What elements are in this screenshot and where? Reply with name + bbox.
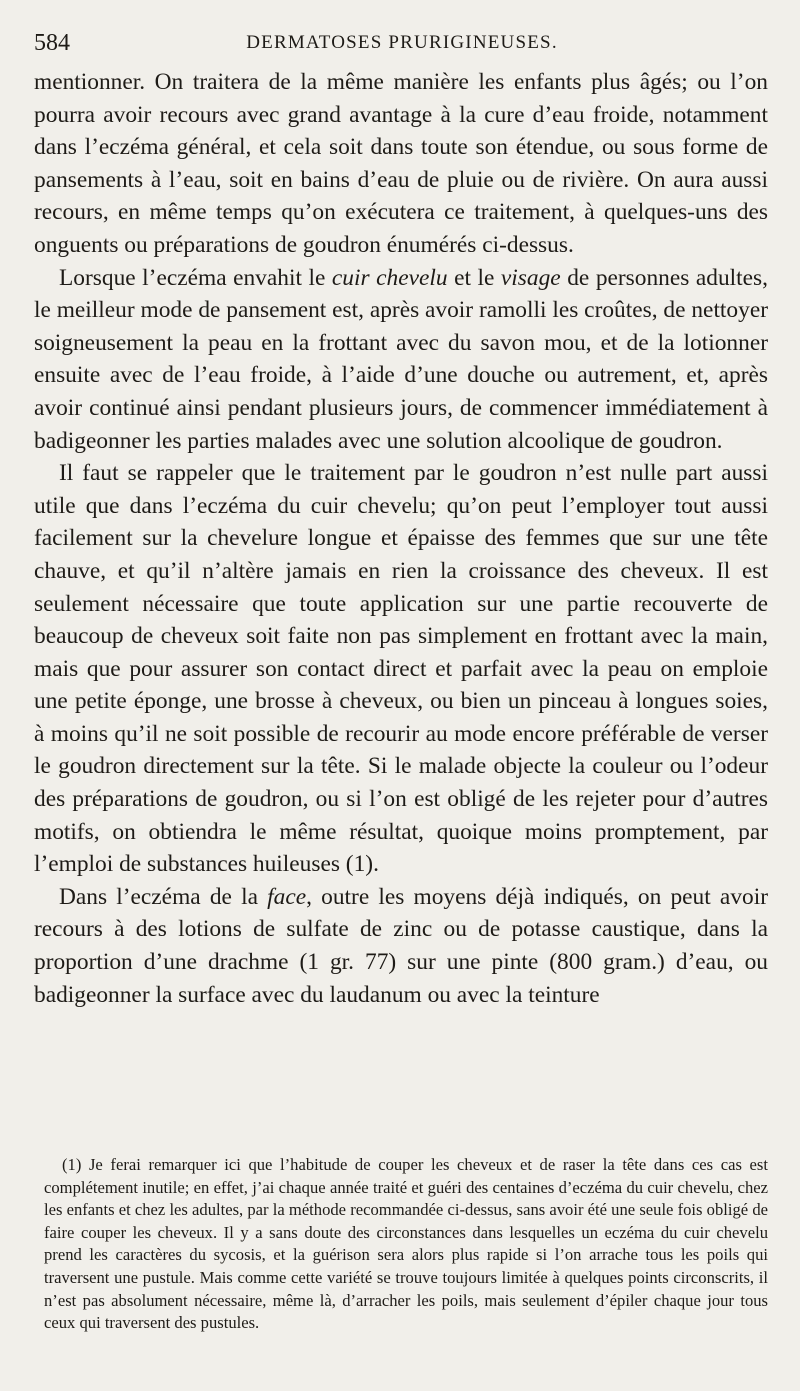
footnote-1: (1) Je ferai remarquer ici que l’habitude de couper les cheveux et de raser la tête dans ces cas est complétement inutile; en effet, j’ai chaque année traité et guéri des centaines d’eczéma du cuir chevelu, chez les enfants et chez les adultes, par la méthode recommandée ci-dessus, sans avoir été une seule fois obligé de faire couper les cheveux. Il y a sans doute des circonstances dans lesquelles un eczéma du cuir chevelu prend les caractères du sycosis, et la guérison sera alors plus rapide si l’on arrache tous les poils qui traversent une pustule. Mais comme cette variété se trouve toujours limitée à quelques points circonscrits, il n’est pas absolument nécessaire, même là, d’arracher les poils, mais seulement d’épiler chaque jour tous ceux qui traversent des pustules. xyxy=(44,1155,768,1333)
paragraph-4-part-a: Dans l’eczéma de la xyxy=(59,883,268,910)
footnotes xyxy=(44,1154,768,1335)
paragraph-2-part-c: de personnes adultes, le meilleur mode de pansement est, après avoir ramolli les croûtes, de nettoyer soigneusement la peau en la frottant avec du savon mou, et de la lotionner ensuite avec de l’eau froide, à l’aide d’une douche ou autrement, et, après avoir continué ainsi pendant plusieurs jours, de commencer immédiatement à badigeonner les parties malades avec une solution alcoolique de goudron. xyxy=(34,264,768,454)
emphasis-visage: visage xyxy=(500,264,561,291)
paragraph-2-part-a: Lorsque l’eczéma envahit le xyxy=(59,264,332,291)
page-header xyxy=(34,26,770,60)
paragraph-2 xyxy=(34,262,768,458)
main-text xyxy=(34,66,768,1011)
page-number: 584 xyxy=(34,30,70,56)
paragraph-4 xyxy=(34,881,768,1011)
paragraph-4-part-b: , outre les moyens déjà indiqués, on peut avoir recours à des lotions de sulfate de zinc ou de potasse caustique, dans la proportion d’une drachme (1 gr. 77) sur une pinte (800 gram.) d’eau, ou badigeonner la surface avec du laudanum ou avec la teinture xyxy=(34,883,768,1008)
paragraph-1: mentionner. On traitera de la même manière les enfants plus âgés; ou l’on pourra avoir recours avec grand avantage à la cure d’eau froide, notamment dans l’eczéma général, et cela soit dans toute son étendue, ou sous forme de pansements à l’eau, soit en bains d’eau de pluie ou de rivière. On aura aussi recours, en même temps qu’on exécutera ce traitement, à quelques-uns des onguents ou préparations de goudron énumérés ci-dessus. xyxy=(34,69,768,258)
running-title: DERMATOSES PRURIGINEUSES. xyxy=(246,32,558,53)
emphasis-cuir-chevelu: cuir chevelu xyxy=(331,264,448,291)
emphasis-face: face xyxy=(267,883,307,910)
paragraph-2-part-b: et le xyxy=(447,264,501,291)
paragraph-3: Il faut se rappeler que le traitement par le goudron n’est nulle part aussi utile que dans l’eczéma du cuir chevelu; qu’on peut l’employer tout aussi facilement sur la chevelure longue et épaisse des femmes que sur une tête chauve, et qu’il n’altère jamais en rien la croissance des cheveux. Il est seulement nécessaire que toute application sur une partie recouverte de beaucoup de cheveux soit faite non pas simplement en frottant avec la main, mais que pour assurer son contact direct et parfait avec la peau on emploie une petite éponge, une brosse à cheveux, ou bien un pinceau à longues soies, à moins qu’il ne soit possible de recourir au mode encore préférable de verser le goudron directement sur la tête. Si le malade objecte la couleur ou l’odeur des préparations de goudron, ou si l’on est obligé de les rejeter pour d’autres motifs, on obtiendra le même résultat, quoique moins promptement, par l’emploi de substances huileuses (1). xyxy=(34,460,768,878)
